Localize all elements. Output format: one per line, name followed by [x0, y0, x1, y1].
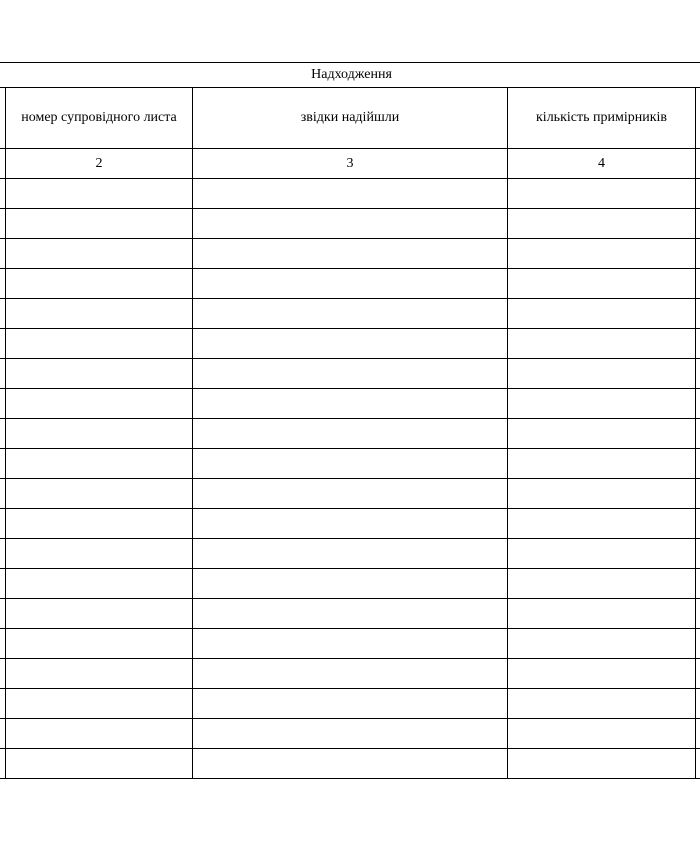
- column-header-cell: [508, 88, 696, 149]
- table-cell: [508, 179, 696, 209]
- table-cell: [6, 359, 193, 389]
- right-edge-cell: [696, 179, 700, 209]
- table-row: [0, 419, 700, 449]
- right-edge-cell: [696, 239, 700, 269]
- table-row: [0, 239, 700, 269]
- table-row: [0, 359, 700, 389]
- right-edge-cell: [696, 419, 700, 449]
- table-cell: [508, 479, 696, 509]
- column-header-cell: [6, 88, 193, 149]
- table-cell: [6, 569, 193, 599]
- right-edge-cell: [696, 389, 700, 419]
- table-row: [0, 509, 700, 539]
- table-cell: [508, 539, 696, 569]
- right-edge-cell: [696, 329, 700, 359]
- table-cell: [6, 239, 193, 269]
- table-cell: [193, 269, 508, 299]
- table-cell: [193, 509, 508, 539]
- table-cell: [193, 569, 508, 599]
- table-row: [0, 569, 700, 599]
- column-header-cell: [193, 88, 508, 149]
- table-cell: [193, 299, 508, 329]
- table-row: [0, 599, 700, 629]
- table-cell: [6, 599, 193, 629]
- table-cell: [508, 449, 696, 479]
- right-edge-cell: [696, 659, 700, 689]
- right-edge-cell: [696, 88, 700, 149]
- table-row: [0, 749, 700, 779]
- table-cell: [193, 629, 508, 659]
- table-cell: [508, 419, 696, 449]
- column-header-label: звідки надійшли: [300, 110, 400, 125]
- table-cell: [193, 659, 508, 689]
- table-cell: [508, 659, 696, 689]
- column-number-label: 2: [95, 155, 103, 171]
- right-edge-cell: [696, 599, 700, 629]
- table-cell: [193, 179, 508, 209]
- right-edge-cell: [696, 749, 700, 779]
- table-cell: [508, 689, 696, 719]
- table-cell: [193, 599, 508, 629]
- table-cell: [6, 479, 193, 509]
- table-row: [0, 629, 700, 659]
- table-cell: [6, 419, 193, 449]
- table-cell: [6, 179, 193, 209]
- table-cell: [508, 599, 696, 629]
- group-header-cell: [0, 63, 700, 88]
- right-edge-cell: [696, 299, 700, 329]
- table-cell: [193, 719, 508, 749]
- table-cell: [6, 719, 193, 749]
- table-cell: [6, 659, 193, 689]
- table-row: [0, 449, 700, 479]
- group-header-row: [0, 63, 700, 88]
- registry-table: [0, 62, 700, 779]
- table-cell: [6, 329, 193, 359]
- table-row: [0, 179, 700, 209]
- table-row: [0, 689, 700, 719]
- table-cell: [193, 449, 508, 479]
- table-cell: [508, 569, 696, 599]
- table-cell: [193, 689, 508, 719]
- table-cell: [6, 509, 193, 539]
- right-edge-cell: [696, 689, 700, 719]
- table-row: [0, 329, 700, 359]
- table-cell: [193, 209, 508, 239]
- table-row: [0, 209, 700, 239]
- table-row: [0, 539, 700, 569]
- right-edge-cell: [696, 269, 700, 299]
- right-edge-cell: [696, 539, 700, 569]
- table-cell: [6, 629, 193, 659]
- table-cell: [193, 239, 508, 269]
- right-edge-cell: [696, 719, 700, 749]
- table-row: [0, 389, 700, 419]
- table-cell: [508, 359, 696, 389]
- table-cell: [6, 689, 193, 719]
- table-row: [0, 719, 700, 749]
- column-number-row: [0, 149, 700, 179]
- column-header-label: кількість примірників: [536, 110, 667, 125]
- table-row: [0, 299, 700, 329]
- table-cell: [508, 749, 696, 779]
- table-row: [0, 269, 700, 299]
- column-number-label: 4: [598, 155, 605, 171]
- group-header-label: Надходження: [311, 67, 392, 82]
- table-cell: [508, 389, 696, 419]
- table-cell: [508, 239, 696, 269]
- table-cell: [508, 509, 696, 539]
- table-cell: [193, 359, 508, 389]
- table-cell: [6, 389, 193, 419]
- table-cell: [193, 479, 508, 509]
- table-cell: [508, 269, 696, 299]
- table-row: [0, 479, 700, 509]
- right-edge-cell: [696, 629, 700, 659]
- table-cell: [508, 209, 696, 239]
- table-cell: [6, 749, 193, 779]
- right-edge-cell: [696, 449, 700, 479]
- right-edge-cell: [696, 149, 700, 179]
- column-header-label: номер супровідного листа: [21, 110, 177, 125]
- right-edge-cell: [696, 209, 700, 239]
- right-edge-cell: [696, 479, 700, 509]
- table-cell: [193, 539, 508, 569]
- table-cell: [6, 299, 193, 329]
- table-cell: [6, 209, 193, 239]
- right-edge-cell: [696, 359, 700, 389]
- table-cell: [193, 749, 508, 779]
- table-cell: [6, 269, 193, 299]
- table-cell: [193, 329, 508, 359]
- right-edge-cell: [696, 509, 700, 539]
- table-cell: [508, 719, 696, 749]
- table-cell: [508, 299, 696, 329]
- column-number-cell: [6, 149, 193, 179]
- column-number-cell: [193, 149, 508, 179]
- column-number-cell: [508, 149, 696, 179]
- table-cell: [6, 539, 193, 569]
- table-cell: [193, 419, 508, 449]
- table-cell: [6, 449, 193, 479]
- table-row: [0, 659, 700, 689]
- table-cell: [193, 389, 508, 419]
- table-cell: [508, 629, 696, 659]
- column-header-row: [0, 88, 700, 149]
- column-number-label: 3: [346, 155, 354, 171]
- table-cell: [508, 329, 696, 359]
- right-edge-cell: [696, 569, 700, 599]
